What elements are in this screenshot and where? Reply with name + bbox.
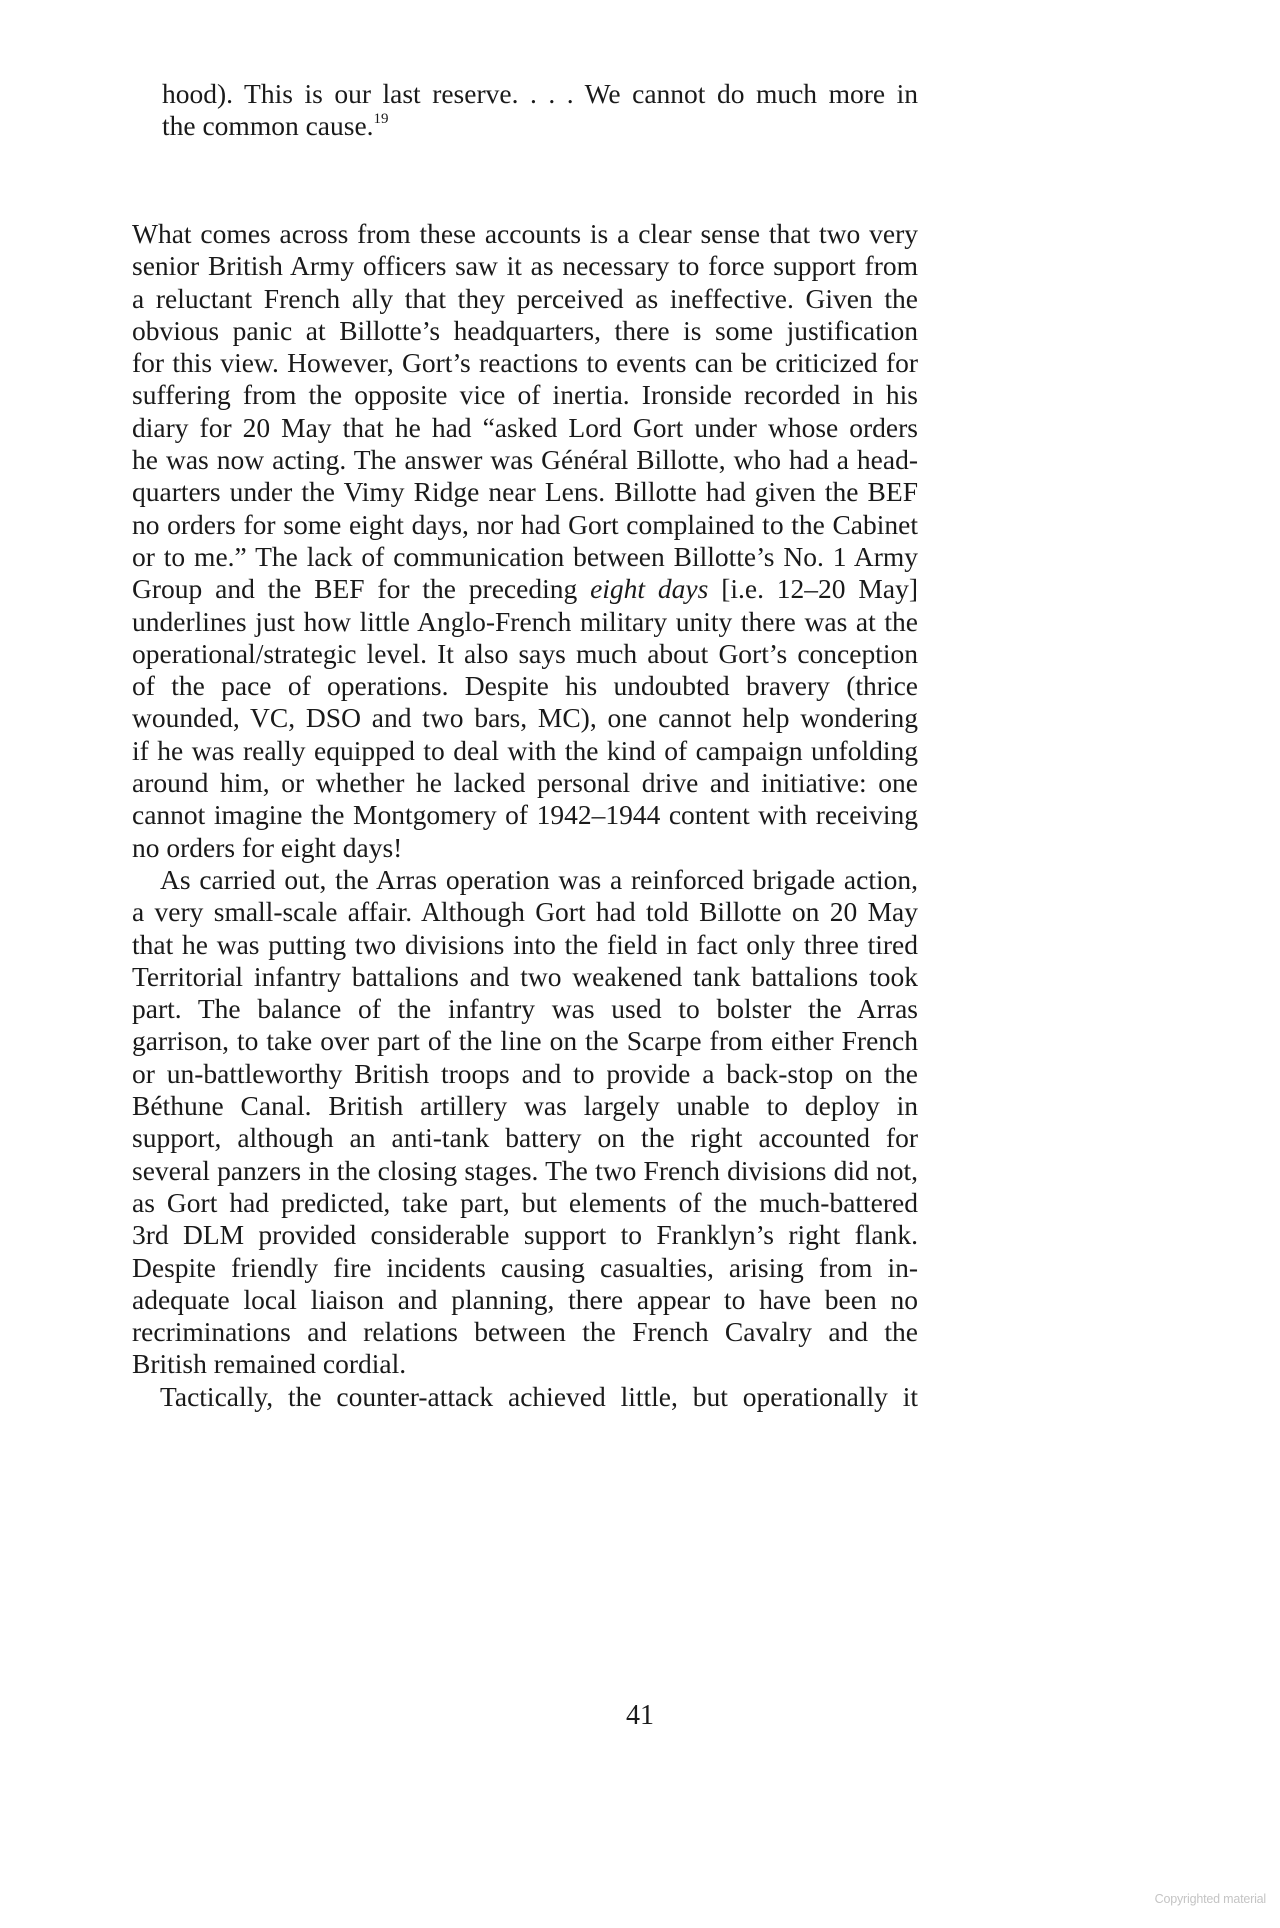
text-line: no orders for some eight days, nor had Gort complained to the Cabinet	[132, 508, 918, 540]
text-line: a reluctant French ally that they perceived as ineffective. Given the	[132, 282, 918, 314]
quote-line: the common cause.$^{19}$	[162, 110, 389, 142]
copyright-watermark: Copyrighted material	[1154, 1892, 1266, 1906]
text-line: of the pace of operations. Despite his undoubted bravery (thrice	[132, 670, 918, 702]
paragraph	[132, 1381, 918, 1413]
text-line: for this view. However, Gort’s reactions to events can be criticized for	[132, 347, 918, 379]
text-line: obvious panic at Billotte’s headquarters, there is some justification	[132, 314, 918, 346]
text-line: Béthune Canal. British artillery was largely unable to deploy in	[132, 1090, 918, 1122]
text-line: operational/strategic level. It also says much about Gort’s conception	[132, 637, 918, 669]
paragraph	[132, 218, 918, 864]
text-line: suffering from the opposite vice of inertia. Ironside recorded in his	[132, 379, 918, 411]
text-line: diary for 20 May that he had “asked Lord Gort under whose orders	[132, 411, 918, 443]
text-line: around him, or whether he lacked personal drive and initiative: one	[132, 767, 918, 799]
page-number: 41	[626, 1700, 654, 1731]
text-line: British remained cordial.	[132, 1348, 407, 1380]
text-line: several panzers in the closing stages. The two French divisions did not,	[132, 1154, 918, 1186]
text-line: Despite friendly fire incidents causing casualties, arising from in-	[132, 1251, 918, 1283]
text-line: adequate local liaison and planning, there appear to have been no	[132, 1283, 918, 1315]
text-line: if he was really equipped to deal with the kind of campaign unfolding	[132, 734, 918, 766]
emphasis: eight days	[590, 573, 709, 605]
text-line: wounded, VC, DSO and two bars, MC), one cannot help wondering	[132, 702, 918, 734]
text-line: Group and the BEF for the preceding eight days [i.e. 12–20 May]	[132, 573, 918, 605]
text-line: he was now acting. The answer was Général Billotte, who had a head-	[132, 444, 918, 476]
text-line: that he was putting two divisions into the field in fact only three tired	[132, 928, 918, 960]
text-line: no orders for eight days!	[132, 831, 403, 863]
text-line: part. The balance of the infantry was used to bolster the Arras	[132, 993, 918, 1025]
text-line: What comes across from these accounts is a clear sense that two very	[132, 218, 918, 249]
text-line: Tactically, the counter-attack achieved little, but operationally it	[160, 1380, 918, 1412]
text-line: as Gort had predicted, take part, but elements of the much-battered	[132, 1186, 918, 1218]
text-line: underlines just how little Anglo-French military unity there was at the	[132, 605, 918, 637]
text-line: Territorial infantry battalions and two weakened tank battalions took	[132, 960, 918, 992]
text-line: quarters under the Vimy Ridge near Lens. Billotte had given the BEF	[132, 476, 918, 508]
text-line: a very small-scale affair. Although Gort had told Billotte on 20 May	[132, 896, 918, 928]
block-quote	[162, 78, 918, 143]
paragraph	[132, 864, 918, 1381]
text-line: or to me.” The lack of communication between Billotte’s No. 1 Army	[132, 540, 918, 572]
text-line: or un-battleworthy British troops and to provide a back-stop on the	[132, 1057, 918, 1089]
footnote-reference[interactable]: 19	[373, 111, 389, 128]
body-text	[132, 218, 918, 1413]
text-line: 3rd DLM provided considerable support to Franklyn’s right flank.	[132, 1219, 918, 1251]
text-line: support, although an anti-tank battery on the right accounted for	[132, 1122, 918, 1154]
text-line: senior British Army officers saw it as necessary to force support from	[132, 250, 918, 282]
text-line: cannot imagine the Montgomery of 1942–1944 content with receiving	[132, 799, 918, 831]
quote-line: hood). This is our last reserve. . . . We cannot do much more in	[162, 78, 918, 109]
text-line: garrison, to take over part of the line on the Scarpe from either French	[132, 1025, 918, 1057]
text-line: As carried out, the Arras operation was a reinforced brigade action,	[160, 863, 918, 895]
text-line: recriminations and relations between the French Cavalry and the	[132, 1316, 918, 1348]
